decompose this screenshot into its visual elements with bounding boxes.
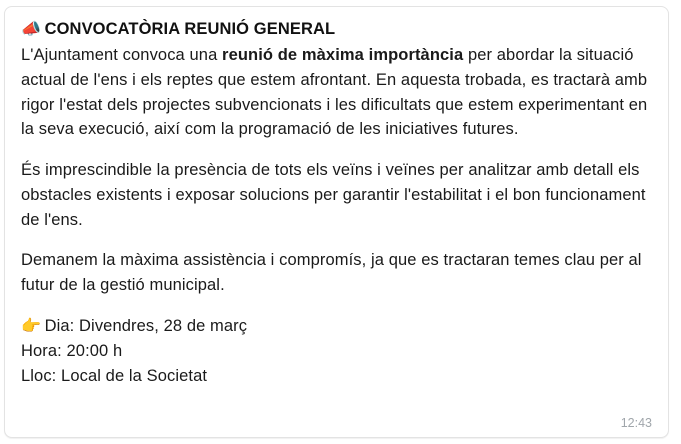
paragraph-1-part-1: L'Ajuntament convoca una xyxy=(21,46,223,64)
message-body xyxy=(21,17,652,388)
paragraph-spacer-1 xyxy=(21,142,652,158)
pointer-icon: 👉 xyxy=(21,317,40,335)
megaphone-icon: 📣 xyxy=(21,21,40,38)
detail-place: Lloc: Local de la Societat xyxy=(21,366,208,385)
detail-day-line xyxy=(21,314,652,339)
paragraph-1-part-2: per abordar la situació actual de l'ens i els reptes que estem afrontant. En aquesta trobada, es tractarà amb rigor l'estat dels projectes subvencionats i les dificultats que estem experimentant en la seva execució, així com la programació de les iniciatives futures. xyxy=(21,46,648,139)
paragraph-2: És imprescindible la presència de tots els veïns i veïnes per analitzar amb detall els obstacles existents i exposar solucions per garantir l'estabilitat i el bon funcionament de l'ens. xyxy=(21,161,646,229)
paragraph-3: Demanem la màxima assistència i compromís, ja que es tractaran temes clau per al futur de la gestió municipal. xyxy=(21,251,642,294)
paragraph-1-emphasis: reunió de màxima importància xyxy=(222,46,464,64)
detail-day: Dia: Divendres, 28 de març xyxy=(44,316,248,335)
detail-time: Hora: 20:00 h xyxy=(21,341,123,360)
message-timestamp: 12:43 xyxy=(620,416,652,430)
paragraph-spacer-2 xyxy=(21,232,652,248)
announcement-title-line xyxy=(21,17,652,42)
paragraph-1 xyxy=(21,43,652,142)
message-bubble[interactable] xyxy=(4,6,669,438)
paragraph-spacer-3 xyxy=(21,298,652,314)
announcement-title: CONVOCATÒRIA REUNIÓ GENERAL xyxy=(44,20,336,38)
